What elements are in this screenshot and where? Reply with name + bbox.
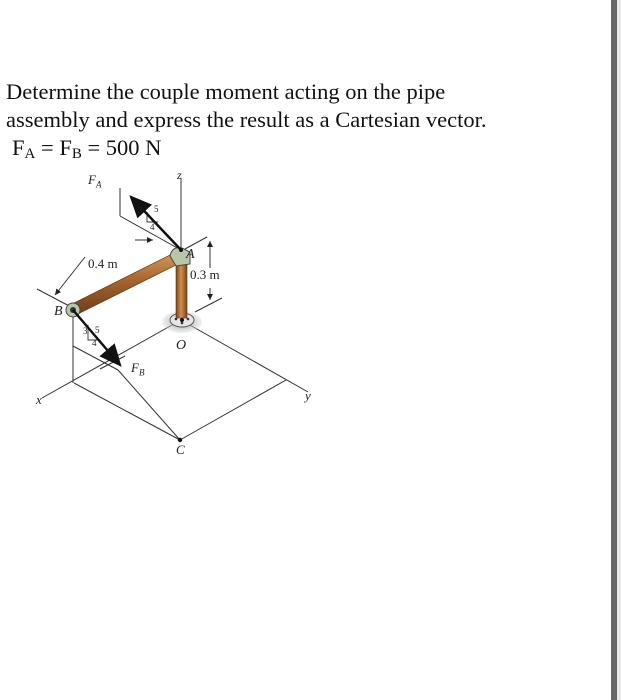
y-axis bbox=[181, 320, 308, 392]
pipe-assembly-figure bbox=[0, 160, 340, 470]
label-dim-0-4m: 0.4 m bbox=[88, 256, 118, 271]
label-dim-0-3m: 0.3 m bbox=[190, 267, 220, 282]
problem-line-2: assembly and express the result as a Cartesian vector. bbox=[6, 107, 487, 132]
label-tri-b-3: 3 bbox=[83, 326, 88, 336]
problem-statement bbox=[6, 78, 566, 168]
label-fa: $F_A$ bbox=[88, 172, 102, 190]
label-point-c: C bbox=[176, 442, 185, 457]
force-magnitude: = 500 N bbox=[81, 135, 162, 160]
dim-03-ext-bottom bbox=[195, 298, 222, 312]
problem-line-1: Determine the couple moment acting on the pipe bbox=[6, 79, 446, 104]
force-a-subscript: A bbox=[24, 146, 36, 162]
label-point-a: A bbox=[186, 247, 195, 262]
label-fb: $F_B$ bbox=[131, 360, 145, 378]
label-x-axis: x bbox=[36, 392, 42, 407]
equals-sign: = bbox=[35, 135, 60, 160]
label-point-b: B bbox=[54, 304, 63, 319]
label-z-axis: z bbox=[177, 168, 182, 182]
fb-horizontal-ref bbox=[73, 346, 118, 370]
diagram-svg bbox=[0, 160, 340, 470]
x-axis bbox=[42, 320, 181, 398]
label-y-axis: y bbox=[305, 388, 311, 403]
ground-line-cy bbox=[180, 380, 286, 440]
vertical-pipe bbox=[176, 262, 187, 318]
fb-line-to-c bbox=[118, 370, 180, 440]
force-b-subscript: B bbox=[71, 146, 82, 162]
label-tri-b-4: 4 bbox=[92, 338, 97, 348]
horizontal-pipe bbox=[70, 252, 182, 315]
label-point-o: O bbox=[176, 338, 187, 353]
label-tri-a-3: 3 bbox=[138, 205, 143, 215]
label-tri-a-5: 5 bbox=[154, 204, 159, 214]
ground-line-xc bbox=[74, 383, 180, 440]
force-a-symbol: F bbox=[12, 135, 25, 160]
force-b-symbol: F bbox=[59, 135, 72, 160]
page-edge bbox=[617, 0, 621, 700]
label-tri-b-5: 5 bbox=[95, 325, 100, 335]
label-tri-a-4: 4 bbox=[150, 222, 155, 232]
